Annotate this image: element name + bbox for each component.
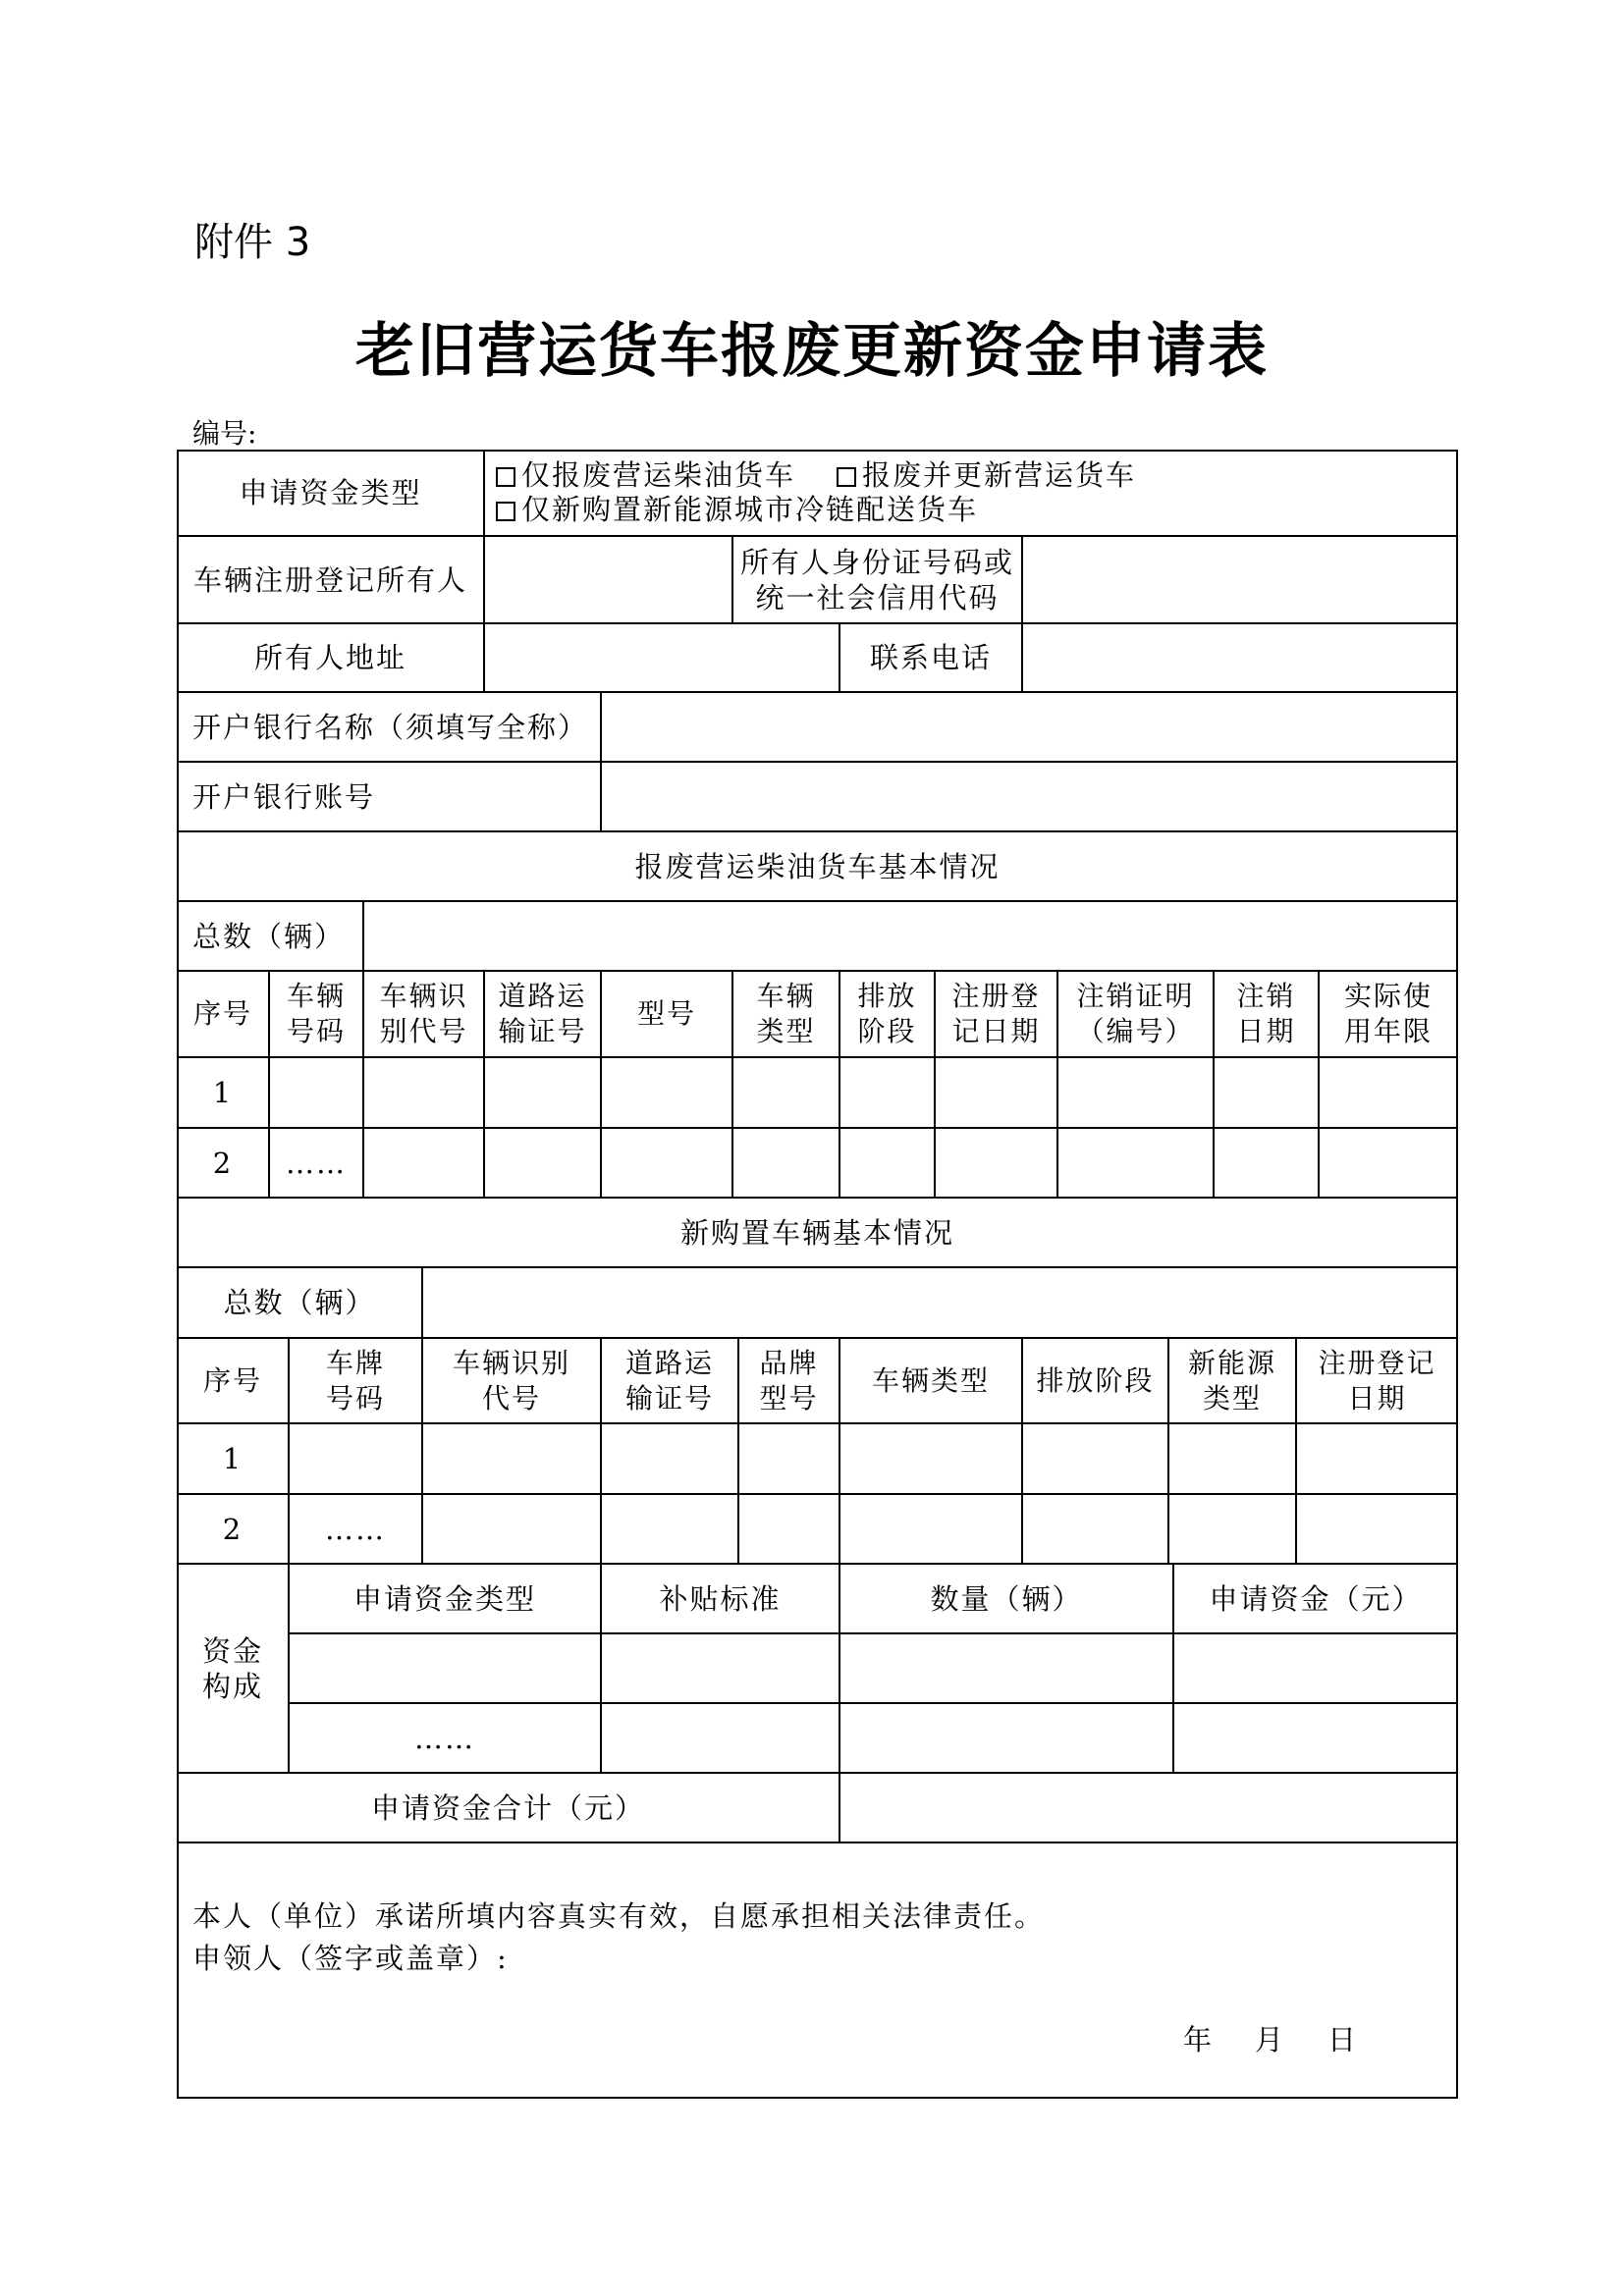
apply-type-options bbox=[496, 454, 1448, 531]
scrap-section-title: 报废营运柴油货车基本情况 bbox=[634, 849, 1001, 883]
scrap-header-3: 车辆识 别代号 bbox=[379, 980, 468, 1047]
new-header-3: 车辆识别 代号 bbox=[452, 1346, 570, 1415]
serial-number-label: 编号: bbox=[192, 417, 257, 450]
phone-field[interactable] bbox=[1022, 623, 1458, 692]
new-header-1: 序号 bbox=[202, 1363, 262, 1397]
scrap-row-2-index: 2 bbox=[212, 1146, 234, 1180]
funding-header-standard: 补贴标准 bbox=[659, 1581, 782, 1616]
funding-total-label: 申请资金合计（元） bbox=[370, 1790, 645, 1825]
apply-type-label: 申请资金类型 bbox=[239, 476, 422, 509]
scrap-header-8: 注册登 记日期 bbox=[951, 980, 1041, 1047]
option-scrap-only[interactable] bbox=[496, 458, 795, 493]
option-scrap-and-renew-label: 报废并更新营运货车 bbox=[862, 458, 1137, 492]
scrap-header-7: 排放 阶段 bbox=[857, 980, 917, 1047]
scrap-total-field[interactable] bbox=[363, 901, 1458, 971]
checkbox-icon[interactable] bbox=[496, 502, 515, 521]
declaration-statement: 本人（单位）承诺所填内容真实有效，自愿承担相关法律责任。 bbox=[192, 1899, 1046, 1933]
new-row-2-ellipsis: …… bbox=[325, 1512, 386, 1546]
date-month-label: 月 bbox=[1255, 2023, 1286, 2056]
scrap-header-4: 道路运 输证号 bbox=[498, 980, 587, 1047]
scrap-header-10: 注销 日期 bbox=[1236, 980, 1296, 1047]
scrap-header-5: 型号 bbox=[636, 997, 696, 1030]
new-total-field[interactable] bbox=[422, 1267, 1458, 1338]
scrap-header-6: 车辆 类型 bbox=[756, 980, 816, 1047]
option-new-purchase-only-label: 仅新购置新能源城市冷链配送货车 bbox=[521, 493, 979, 526]
option-scrap-only-label: 仅报废营运柴油货车 bbox=[521, 458, 796, 492]
owner-id-field[interactable] bbox=[1022, 536, 1458, 623]
checkbox-icon[interactable] bbox=[837, 467, 856, 487]
funding-header-amount: 申请资金（元） bbox=[1209, 1581, 1423, 1616]
new-header-9: 注册登记 日期 bbox=[1318, 1346, 1436, 1415]
owner-address-label: 所有人地址 bbox=[253, 641, 406, 674]
owner-id-label-line1: 所有人身份证号码或 bbox=[739, 545, 1014, 579]
date-day-label: 日 bbox=[1327, 2023, 1359, 2056]
option-scrap-and-renew[interactable] bbox=[837, 458, 1136, 493]
owner-id-label bbox=[732, 536, 1022, 623]
new-row-1-index: 1 bbox=[222, 1442, 244, 1475]
owner-name-label: 车辆注册登记所有人 bbox=[192, 562, 467, 597]
new-header-8: 新能源 类型 bbox=[1187, 1346, 1276, 1415]
checkbox-icon[interactable] bbox=[496, 467, 515, 487]
owner-address-field[interactable] bbox=[484, 623, 839, 692]
funding-header-type: 申请资金类型 bbox=[352, 1581, 536, 1616]
new-total-label: 总数（辆） bbox=[223, 1286, 376, 1319]
bank-name-label: 开户银行名称（须填写全称） bbox=[192, 710, 589, 744]
scrap-header-9: 注销证明 （编号） bbox=[1076, 980, 1195, 1047]
new-header-7: 排放阶段 bbox=[1036, 1363, 1155, 1397]
bank-account-field[interactable] bbox=[601, 762, 1458, 831]
funding-ellipsis: …… bbox=[414, 1721, 475, 1755]
scrap-row-2-ellipsis: …… bbox=[286, 1146, 347, 1180]
funding-total-field[interactable] bbox=[839, 1773, 1458, 1842]
new-header-5: 品牌 型号 bbox=[759, 1346, 819, 1415]
funding-group-label: 资金 构成 bbox=[201, 1633, 263, 1703]
phone-label: 联系电话 bbox=[869, 641, 992, 674]
new-header-2: 车牌 号码 bbox=[325, 1346, 385, 1415]
bank-name-field[interactable] bbox=[601, 692, 1458, 762]
scrap-row-1-index: 1 bbox=[212, 1076, 234, 1109]
scrap-header-1: 序号 bbox=[192, 997, 252, 1030]
owner-id-label-line2: 统一社会信用代码 bbox=[755, 580, 1000, 614]
funding-header-quantity: 数量（辆） bbox=[930, 1581, 1083, 1616]
new-header-4: 道路运 输证号 bbox=[624, 1346, 714, 1415]
new-section-title: 新购置车辆基本情况 bbox=[679, 1215, 954, 1250]
signer-label[interactable]: 申领人（签字或盖章）: bbox=[192, 1942, 509, 1975]
option-new-purchase-only[interactable] bbox=[496, 493, 978, 527]
attachment-label: 附件 3 bbox=[194, 220, 311, 265]
owner-name-field[interactable] bbox=[484, 536, 732, 623]
page-title: 老旧营运货车报废更新资金申请表 bbox=[355, 317, 1269, 386]
date-year-label: 年 bbox=[1183, 2023, 1215, 2056]
row-divider bbox=[177, 1127, 1458, 1129]
new-row-2-index: 2 bbox=[222, 1512, 244, 1546]
bank-account-label: 开户银行账号 bbox=[192, 779, 376, 814]
scrap-total-label: 总数（辆） bbox=[192, 919, 346, 953]
scrap-header-11: 实际使 用年限 bbox=[1343, 980, 1433, 1047]
new-header-6: 车辆类型 bbox=[871, 1363, 990, 1397]
scrap-header-2: 车辆 号码 bbox=[286, 980, 346, 1047]
